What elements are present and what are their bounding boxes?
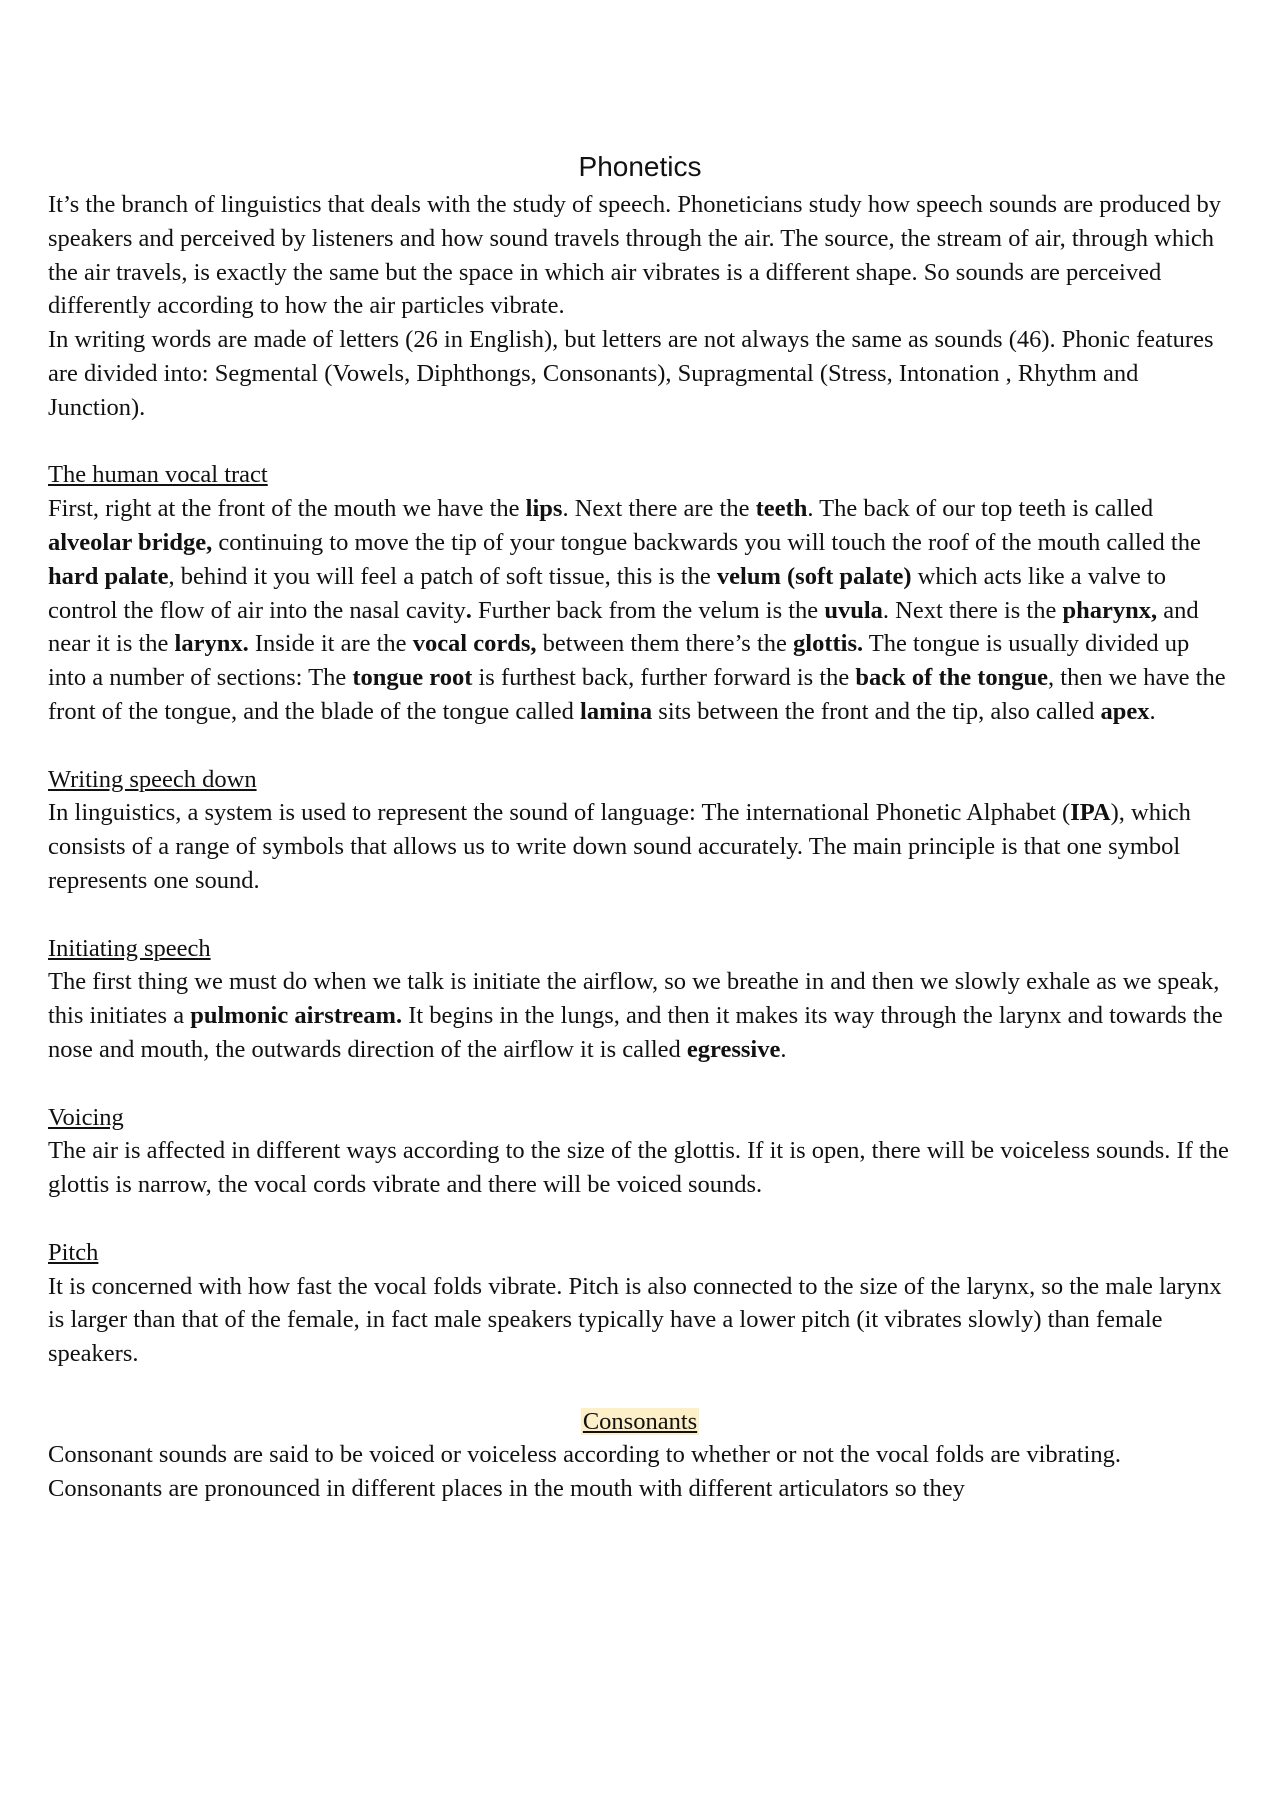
- writing-paragraph: In linguistics, a system is used to represent the sound of language: The international Phonetic Alphabet (IPA), which consists of a range of symbols that allows us to write down sound accurately. The main principle is that one symbol represents one sound.: [48, 799, 1191, 894]
- intro-paragraph: In writing words are made of letters (26 in English), but letters are not always the same as sounds (46). Phonic features are divided into: Segmental (Vowels, Diphthongs, Consonants), Supragmental (Stress, Intonation , Rhythm and Junction).: [48, 326, 1214, 421]
- consonants-paragraph: Consonant sounds are said to be voiced or voiceless according to whether or not the vocal folds are vibrating. Consonants are pronounced in different places in the mouth with different articulators so they: [48, 1441, 1121, 1503]
- section-heading-consonants-wrapper: [48, 1405, 1232, 1439]
- page-title: Phonetics: [578, 151, 702, 182]
- pitch-paragraph: It is concerned with how fast the vocal folds vibrate. Pitch is also connected to the size of the larynx, so the male larynx is larger than that of the female, in fact male speakers typically have a lower pitch (it vibrates slowly) than female speakers.: [48, 1272, 1222, 1368]
- section-heading-writing: Writing speech down: [48, 765, 257, 793]
- section-heading-pitch: Pitch: [48, 1238, 99, 1266]
- section-heading-consonants: Consonants: [582, 1407, 698, 1435]
- intro-paragraph: It’s the branch of linguistics that deals with the study of speech. Phoneticians study how speech sounds are produced by speakers and perceived by listeners and how sound travels through the air. The source, the stream of air, through which the air travels, is exactly the same but the space in which air vibrates is a different shape. So sounds are perceived differently according to how the air particles vibrate.: [48, 191, 1222, 320]
- section-heading-initiating: Initiating speech: [48, 934, 211, 962]
- initiating-paragraph: The first thing we must do when we talk is initiate the airflow, so we breathe in and then we slowly exhale as we speak, this initiates a pulmonic airstream. It begins in the lungs, and then it makes its way through the larynx and towards the nose and mouth, the outwards direction of the airflow it is called egressive.: [48, 968, 1223, 1063]
- voicing-paragraph: The air is affected in different ways according to the size of the glottis. If it is open, there will be voiceless sounds. If the glottis is narrow, the vocal cords vibrate and there will be voiced sounds.: [48, 1137, 1229, 1199]
- vocal-tract-paragraph: First, right at the front of the mouth we have the lips. Next there are the teeth. The back of our top teeth is called alveolar bridge, continuing to move the tip of your tongue backwards you will touch the roof of the mouth called the hard palate, behind it you will feel a patch of soft tissue, this is the velum (soft palate) which acts like a valve to control the flow of air into the nasal cavity. Further back from the velum is the uvula. Next there is the pharynx, and near it is the larynx. Inside it are the vocal cords, between them there’s the glottis. The tongue is usually divided up into a number of sections: The tongue root is furthest back, further forward is the back of the tongue, then we have the front of the tongue, and the blade of the tongue called lamina sits between the front and the tip, also called apex.: [48, 495, 1226, 725]
- section-heading-voicing: Voicing: [48, 1103, 124, 1131]
- section-heading-vocal-tract: The human vocal tract: [48, 461, 268, 489]
